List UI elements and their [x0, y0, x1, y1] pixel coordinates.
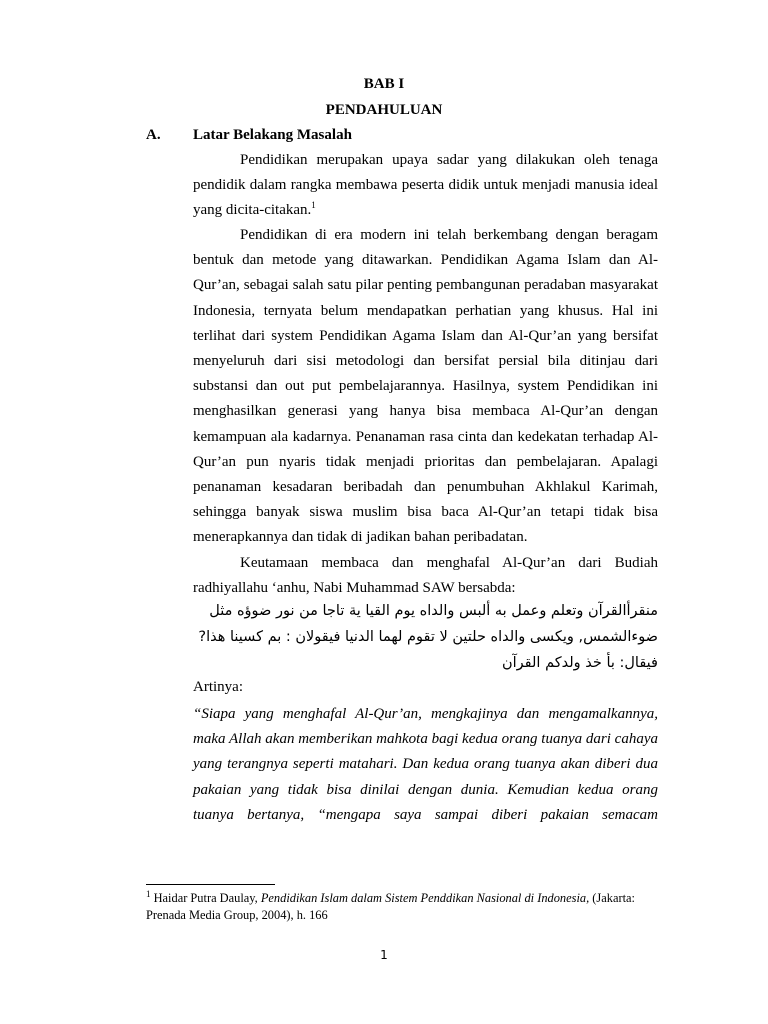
section-title: Latar Belakang Masalah	[193, 127, 352, 143]
section-number: A.	[146, 127, 161, 143]
footnote-ref: 1	[311, 200, 316, 211]
paragraph-3-text: Keutamaan membaca dan menghafal Al-Qur’an dari Budiah radhiyallahu ‘anhu, Nabi Muhammad SAW bersabda:	[193, 555, 658, 597]
footnote-publisher: (Jakarta: Prenada Media Group, 2004), h. 166	[146, 891, 635, 922]
body-paragraph-3	[193, 551, 658, 601]
paragraph-2-text: Pendidikan di era modern ini telah berkembang dengan beragam bentuk dan metode yang ditawarkan. Pendidikan Agama Islam dan Al-Qur’an, sebagai salah satu pilar penting pembangunan peradaban masyarakat Indonesia, ternyata belum mendapatkan perhatian yang khusus. Hal ini terlihat dari system Pendidikan Agama Islam dan Al-Qur’an yang bersifat menyeluruh dari sisi metodologi dan bersifat persial bila ditinjau dari substansi dan out put pembelajarannya. Hasilnya, system Pendidikan ini menghasilkan generasi yang hanya bisa membaca Al-Qur’an dengan kemampuan ala kadarnya. Penanaman rasa cinta dan kedekatan terhadap Al-Qur’an pun nyaris tidak menjadi prioritas dan pembelajaran. Apalagi penanaman kesadaran beribadah dan penumbuhan Akhlakul Karimah, sehingga banyak siswa muslim bisa baca Al-Qur’an tetapi tidak bisa menerapkannya dan tidak di jadikan bahan peribadatan.	[193, 227, 658, 546]
translation-label: Artinya:	[193, 679, 243, 695]
page-number: 1	[380, 948, 388, 962]
paragraph-1-text: Pendidikan merupakan upaya sadar yang dilakukan oleh tenaga pendidik dalam rangka membawa peserta didik untuk menjadi manusia ideal yang dicita-citakan.	[193, 152, 658, 219]
translation-text: “Siapa yang menghafal Al-Qur’an, mengkajinya dan mengamalkannya, maka Allah akan memberikan mahkota bagi kedua orang tuanya dari cahaya yang terangnya seperti matahari. Dan kedua orang tuanya akan diberi dua pakaian yang tidak bisa dinilai dengan dunia. Kemudian kedua orang tuanya bertanya, “mengapa saya sampai diberi pakaian semacam	[193, 706, 658, 823]
footnote	[146, 890, 661, 924]
chapter-label: BAB I	[363, 76, 405, 92]
footnote-number: 1	[146, 888, 151, 899]
body-paragraph-2	[193, 223, 658, 551]
footnote-divider	[146, 884, 275, 885]
footnote-author: Haidar Putra Daulay,	[153, 891, 258, 905]
chapter-title: PENDAHULUAN	[325, 102, 443, 118]
body-paragraph-1	[193, 148, 658, 224]
arabic-hadith: منقرأالقرآن وتعلم وعمل به ألبس والداه يوم القيا ية تاجا من نور ضوؤه مثل ضوءالشمس, ويكسى والداه حلتين لا تقوم لهما الدنيا فيقولان : بم كسينا هذا? فيقال: بأ خذ ولدكم القرآن	[198, 603, 658, 671]
footnote-book-title: Pendidikan Islam dalam Sistem Penddikan Nasional di Indonesia,	[260, 891, 590, 905]
